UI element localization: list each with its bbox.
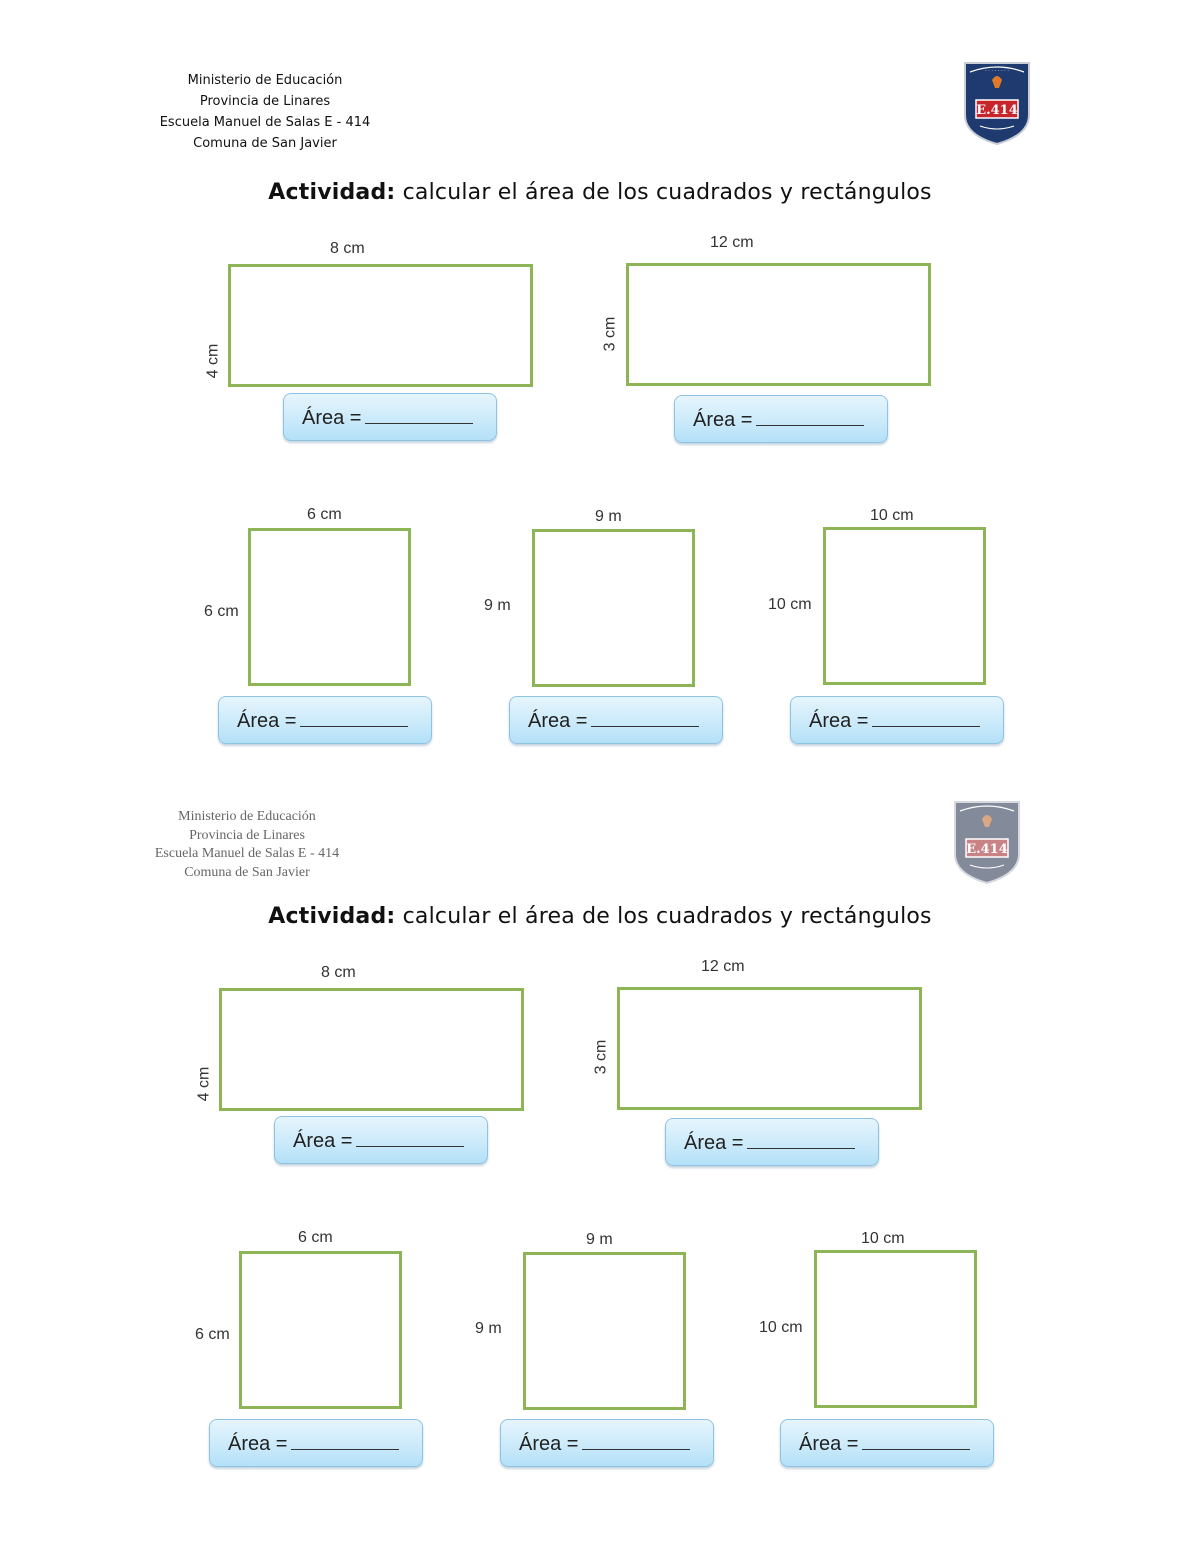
dimension-side-9m: 9 m <box>475 1320 502 1337</box>
dimension-top-6cm: 6 cm <box>298 1229 333 1246</box>
area-label: Área = <box>293 1130 353 1152</box>
logo-text: E.414 <box>976 103 1018 118</box>
dimension-side-4cm: 4 cm <box>204 343 222 379</box>
square-10cm <box>823 527 986 685</box>
dimension-top-10cm: 10 cm <box>861 1230 905 1247</box>
header-line-province: Provincia de Linares <box>199 94 331 109</box>
dimension-top-10cm: 10 cm <box>870 507 914 524</box>
square-6cm <box>239 1251 402 1409</box>
rectangle-8x4 <box>228 264 533 387</box>
dimension-top-9m: 9 m <box>595 508 622 525</box>
header-line-school: Escuela Manuel de Salas E - 414 <box>154 846 340 861</box>
square-6cm <box>248 528 411 686</box>
dimension-top-8cm: 8 cm <box>321 964 356 981</box>
school-logo <box>952 799 1022 885</box>
area-answer-box[interactable] <box>274 1116 488 1164</box>
area-label: Área = <box>799 1433 859 1455</box>
answer-blank[interactable] <box>356 1126 464 1147</box>
logo-text: E.414 <box>966 842 1008 857</box>
area-label: Área = <box>684 1132 744 1154</box>
dimension-side-4cm: 4 cm <box>195 1066 213 1102</box>
dimension-top-9m: 9 m <box>586 1231 613 1248</box>
worksheet-section-1 <box>0 0 1200 740</box>
area-label: Área = <box>519 1433 579 1455</box>
header-line-commune: Comuna de San Javier <box>184 864 310 880</box>
activity-title <box>0 904 1200 929</box>
area-label: Área = <box>528 710 588 732</box>
dimension-side-3cm: 3 cm <box>601 316 619 352</box>
header-line-ministry: Ministerio de Educación <box>187 73 343 88</box>
answer-blank[interactable] <box>756 405 864 426</box>
school-logo <box>962 60 1032 146</box>
dimension-top-12cm: 12 cm <box>701 958 745 975</box>
square-9m <box>523 1252 686 1410</box>
activity-text: calcular el área de los cuadrados y rectángulos <box>402 904 932 929</box>
dimension-side-10cm: 10 cm <box>768 596 812 613</box>
square-10cm <box>814 1250 977 1408</box>
rectangle-12x3 <box>626 263 931 386</box>
header-line-ministry: Ministerio de Educación <box>178 809 316 824</box>
dimension-top-8cm: 8 cm <box>330 240 365 257</box>
svg-text:· · · · · · · ·: · · · · · · · · <box>985 68 1009 74</box>
rectangle-12x3 <box>617 987 922 1110</box>
dimension-side-9m: 9 m <box>484 597 511 614</box>
activity-title <box>0 180 1200 205</box>
answer-blank[interactable] <box>747 1128 855 1149</box>
area-answer-box[interactable] <box>780 1419 994 1467</box>
header-line-commune: Comuna de San Javier <box>193 136 337 151</box>
header-line-school: Escuela Manuel de Salas E - 414 <box>159 115 371 130</box>
area-label: Área = <box>809 710 869 732</box>
area-answer-box[interactable] <box>209 1419 423 1467</box>
answer-blank[interactable] <box>291 1429 399 1450</box>
dimension-top-6cm: 6 cm <box>307 506 342 523</box>
dimension-side-6cm: 6 cm <box>204 603 239 620</box>
area-answer-box[interactable] <box>674 395 888 443</box>
header-line-province: Provincia de Linares <box>189 827 305 843</box>
rectangle-8x4 <box>219 988 524 1111</box>
area-label: Área = <box>693 409 753 431</box>
answer-blank[interactable] <box>365 403 473 424</box>
dimension-side-6cm: 6 cm <box>195 1326 230 1343</box>
answer-blank[interactable] <box>582 1429 690 1450</box>
dimension-top-12cm: 12 cm <box>710 234 754 251</box>
area-label: Área = <box>302 407 362 429</box>
answer-blank[interactable] <box>862 1429 970 1450</box>
area-label: Área = <box>237 710 297 732</box>
worksheet-section-2 <box>0 723 1200 1463</box>
school-header <box>138 808 356 882</box>
school-header <box>150 70 380 154</box>
activity-text: calcular el área de los cuadrados y rectángulos <box>402 180 932 205</box>
area-answer-box[interactable] <box>283 393 497 441</box>
area-label: Área = <box>228 1433 288 1455</box>
square-9m <box>532 529 695 687</box>
dimension-side-3cm: 3 cm <box>592 1039 610 1075</box>
activity-label: Actividad: <box>268 904 396 929</box>
activity-label: Actividad: <box>268 180 396 205</box>
dimension-side-10cm: 10 cm <box>759 1319 803 1336</box>
area-answer-box[interactable] <box>500 1419 714 1467</box>
area-answer-box[interactable] <box>665 1118 879 1166</box>
